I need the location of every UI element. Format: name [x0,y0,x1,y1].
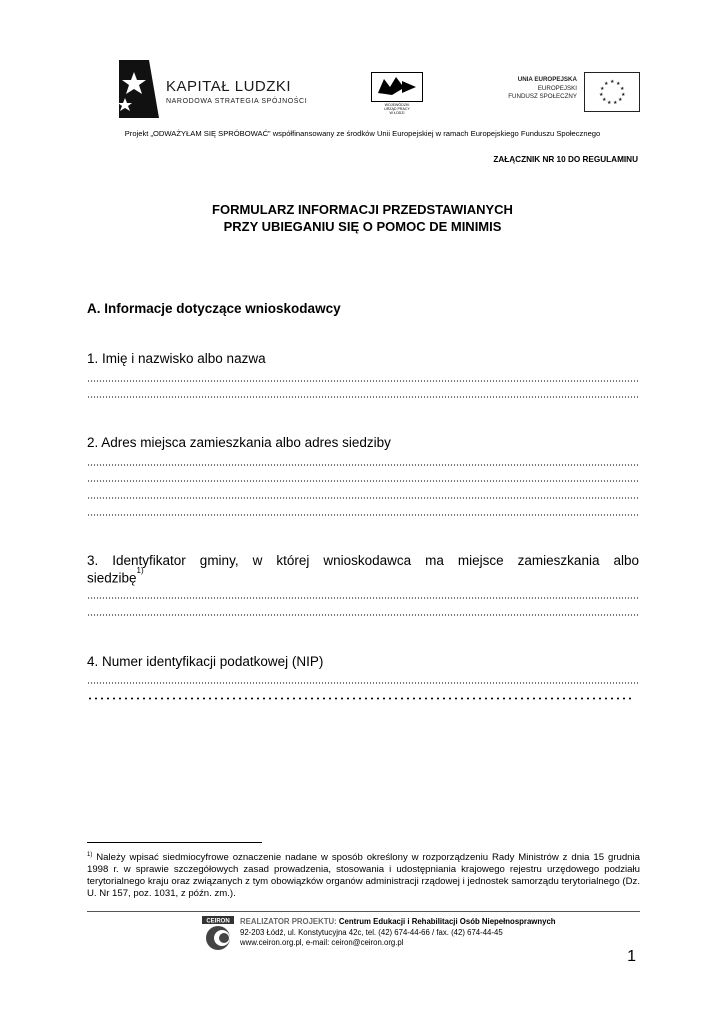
svg-text:★: ★ [620,86,625,92]
svg-text:★: ★ [607,100,612,106]
question-4-label: 4. Numer identyfikacji podatkowej (NIP) [87,654,324,669]
section-a-heading: A. Informacje dotyczące wnioskodawcy [87,301,341,316]
ceiron-logo [202,916,234,952]
question-1-label: 1. Imię i nazwisko albo nazwa [87,351,266,366]
svg-text:★: ★ [616,81,621,87]
page-number: 1 [627,948,636,965]
wup-lodz-logo [371,72,423,118]
kapital-ludzki-title: KAPITAŁ LUDZKI [166,78,292,95]
svg-text:★: ★ [610,79,615,85]
question-2-answer-line-4[interactable] [87,514,639,516]
question-3-answer-line-2[interactable] [87,614,639,616]
annex-label: ZAŁĄCZNIK NR 10 DO REGULAMINU [493,155,638,164]
kapital-ludzki-logo [113,58,308,120]
form-title-line2: PRZY UBIEGANIU SIĘ O POMOC DE MINIMIS [223,219,502,234]
svg-text:★: ★ [602,97,607,103]
question-1-answer-line-2[interactable] [87,396,639,398]
svg-text:★: ★ [618,97,623,103]
footnote: $^{1)}$ Należy wpisać siedmiocyfrowe oznaczenie nadane w sposób określony w rozporządzeniu Rady Ministrów z dnia 15 grudnia 1998 r. w sprawie szczegółowych zasad prowadzenia, stosowania i udostępniania krajowego rejestru urzędowego podziału terytorialnego kraju oraz związanych z tym obowiązków organów administracji rządowej i jednostek samorządu terytorialnego (Dz. U. Nr 157, poz. 1031, z późn. zm.). [87,852,640,900]
kapital-ludzki-subtitle: NARODOWA STRATEGIA SPÓJNOŚCI [166,98,308,105]
footnote-divider [87,842,262,843]
question-3-label-cont: siedzibę$^{1)}$ [87,566,144,586]
question-2-answer-line-1[interactable] [87,464,639,466]
question-2-answer-line-2[interactable] [87,480,639,482]
question-4-answer-line-2[interactable] [87,697,633,700]
kapital-ludzki-mark-icon [113,58,161,120]
form-title-line1: FORMULARZ INFORMACJI PRZEDSTAWIANYCH [212,202,513,217]
eu-label: UNIA EUROPEJSKA EUROPEJSKI FUNDUSZ SPOŁECZNY [508,76,577,100]
svg-text:★: ★ [613,100,618,106]
question-1-answer-line-1[interactable] [87,380,639,382]
footnote-ref: 1) [136,566,144,575]
question-3-answer-line-1[interactable] [87,597,639,599]
footer-divider [87,911,640,912]
svg-text:★: ★ [604,81,609,87]
eu-flag-icon [584,72,640,112]
question-3-label: 3. Identyfikator gminy, w której wnioskodawca ma miejsce zamieszkania albo [87,553,639,568]
question-2-answer-line-3[interactable] [87,497,639,499]
svg-text:★: ★ [599,92,604,98]
footer-text: REALIZATOR PROJEKTU: Centrum Edukacji i Rehabilitacji Osób Niepełnosprawnych 92-203 Łódź, ul. Konstytucyjna 42c, tel. (42) 674-44-66 / fax. (42) 674-44-45 www.ceiron.org.pl, e-mail: ceiron@ceiron.org.pl [240,917,556,947]
svg-text:★: ★ [621,92,626,98]
svg-text:★: ★ [600,86,605,92]
question-4-answer-line-1[interactable] [87,682,639,684]
wup-label: WOJEWÓDZKI URZĄD PRACY W ŁODZI [384,103,410,116]
wup-arrow-icon [371,72,423,102]
project-cofinancing-line: Projekt „ODWAŻYŁAM SIĘ SPRÓBOWAĆ” współfinansowany ze środków Unii Europejskiej w ramach Europejskiego Funduszu Społecznego [124,129,601,138]
svg-text:CEIRON: CEIRON [206,918,230,925]
question-2-label: 2. Adres miejsca zamieszkania albo adres siedziby [87,435,391,450]
